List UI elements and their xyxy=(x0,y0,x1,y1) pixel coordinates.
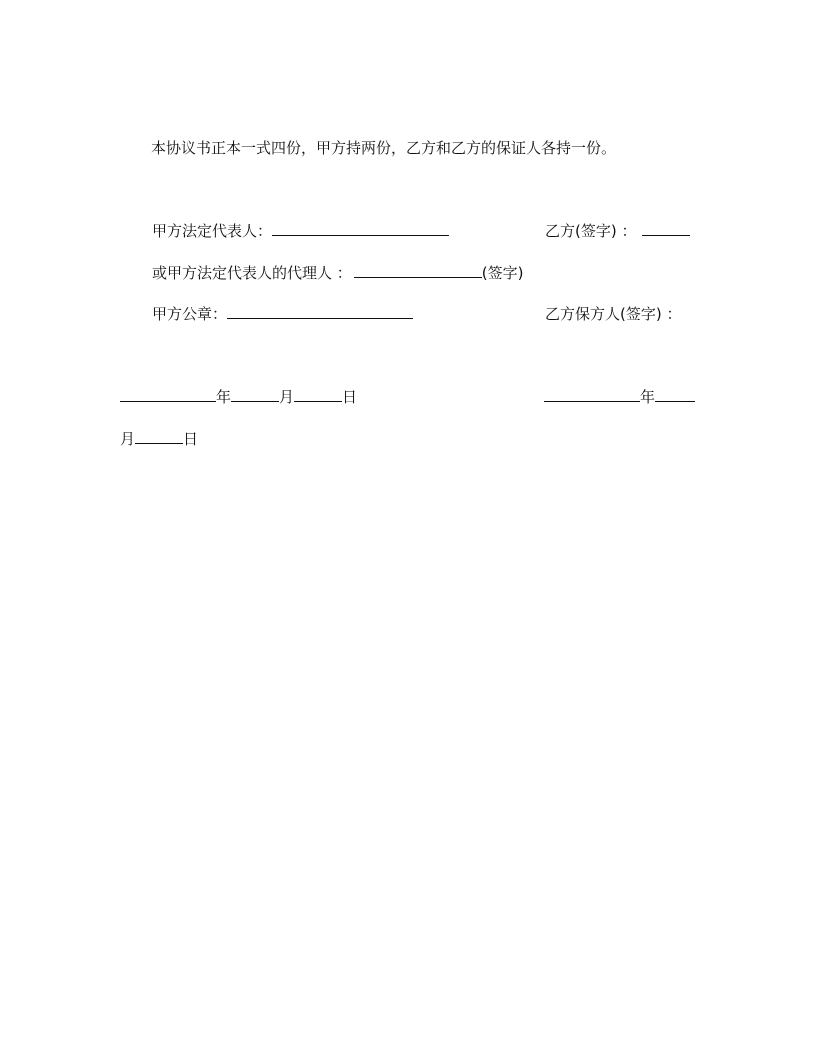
party-a-seal-blank[interactable] xyxy=(227,304,413,319)
party-a-month-label: 月 xyxy=(279,388,295,406)
party-a-year-label: 年 xyxy=(216,388,232,406)
party-a-month-blank[interactable] xyxy=(231,387,279,402)
party-a-day-blank[interactable] xyxy=(294,387,342,402)
party-a-representative-label: 甲方法定代表人： xyxy=(152,222,273,240)
party-a-date-row xyxy=(120,387,357,407)
party-a-agent-suffix: (签字) xyxy=(481,264,524,282)
party-b-month-label: 月 xyxy=(120,430,136,448)
party-b-date-row xyxy=(544,387,695,407)
party-a-agent-label: 或甲方法定代表人的代理人 ： xyxy=(152,264,352,282)
party-b-guarantor-label: 乙方保方人(签字) ： xyxy=(545,305,682,323)
statement-text: 本协议书正本一式四份，甲方持两份，乙方和乙方的保证人各持一份。 xyxy=(151,139,617,157)
party-a-day-label: 日 xyxy=(342,388,358,406)
party-a-representative-blank[interactable] xyxy=(272,221,449,236)
party-b-month-blank[interactable] xyxy=(655,387,695,402)
party-a-year-blank[interactable] xyxy=(120,387,216,402)
party-a-seal-row xyxy=(152,304,413,324)
party-b-year-label: 年 xyxy=(640,388,656,406)
party-b-year-blank[interactable] xyxy=(544,387,640,402)
party-a-agent-blank[interactable] xyxy=(354,263,482,278)
party-b-signature-row xyxy=(545,221,690,241)
party-a-representative-row xyxy=(152,221,449,241)
party-b-guarantor-row xyxy=(545,304,681,324)
party-a-agent-row xyxy=(152,263,524,283)
party-b-day-blank[interactable] xyxy=(135,429,183,444)
party-b-signature-label: 乙方(签字) ： xyxy=(545,222,637,240)
party-a-seal-label: 甲方公章： xyxy=(152,305,228,323)
party-b-date-row-continued xyxy=(120,429,198,449)
party-b-day-label: 日 xyxy=(183,430,199,448)
party-b-signature-blank[interactable] xyxy=(642,221,690,236)
